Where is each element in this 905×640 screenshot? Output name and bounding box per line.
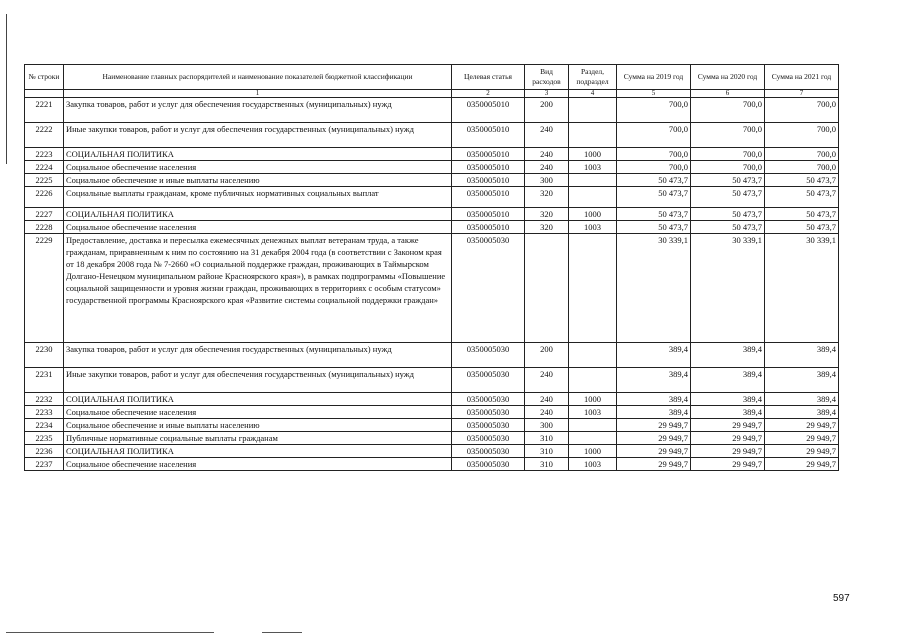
row-name: Социальное обеспечение населения bbox=[64, 458, 452, 471]
row-number: 2226 bbox=[25, 187, 64, 208]
row-number: 2223 bbox=[25, 148, 64, 161]
column-number-blank bbox=[25, 90, 64, 98]
row-target-article: 0350005010 bbox=[452, 187, 525, 208]
row-sum-2020: 700,0 bbox=[691, 123, 765, 148]
row-sum-2019: 389,4 bbox=[617, 368, 691, 393]
row-sum-2019: 50 473,7 bbox=[617, 208, 691, 221]
row-name: Иные закупки товаров, работ и услуг для обеспечения государственных (муниципальных) нужд bbox=[64, 368, 452, 393]
header-row bbox=[25, 65, 839, 90]
column-number: 7 bbox=[765, 90, 839, 98]
row-number: 2233 bbox=[25, 406, 64, 419]
row-target-article: 0350005010 bbox=[452, 161, 525, 174]
table-row bbox=[25, 187, 839, 208]
row-number: 2232 bbox=[25, 393, 64, 406]
row-sum-2019: 700,0 bbox=[617, 161, 691, 174]
row-sum-2021: 30 339,1 bbox=[765, 234, 839, 343]
row-target-article: 0350005030 bbox=[452, 368, 525, 393]
row-target-article: 0350005030 bbox=[452, 393, 525, 406]
row-sum-2019: 50 473,7 bbox=[617, 174, 691, 187]
row-name: Предоставление, доставка и пересылка ежемесячных денежных выплат ветеранам труда, а также гражданам, приравненным к ним по состоянию на 31 декабря 2004 года (в соответствии с Законом края от 18 декабря 2008 года № 7-2660 «О социальной поддержке граждан, проживающих в Таймырском Долгано-Ненецком муниципальном районе Красноярского края»), в рамках подпрограммы «Повышение социальной защищенности и уровня жизни граждан, проживающих в территориях с особым статусом» государственной программы Красноярского края «Развитие системы социальной поддержки граждан» bbox=[64, 234, 452, 343]
row-sum-2020: 29 949,7 bbox=[691, 419, 765, 432]
row-sum-2020: 30 339,1 bbox=[691, 234, 765, 343]
row-sum-2019: 50 473,7 bbox=[617, 187, 691, 208]
row-expense-type: 310 bbox=[525, 458, 569, 471]
row-target-article: 0350005030 bbox=[452, 343, 525, 368]
row-target-article: 0350005010 bbox=[452, 123, 525, 148]
row-sum-2020: 50 473,7 bbox=[691, 208, 765, 221]
row-section: 1000 bbox=[569, 208, 617, 221]
table-row bbox=[25, 234, 839, 343]
footer-rule bbox=[262, 632, 302, 633]
table-row bbox=[25, 343, 839, 368]
left-margin-rule bbox=[6, 14, 7, 164]
table-row bbox=[25, 406, 839, 419]
row-name: СОЦИАЛЬНАЯ ПОЛИТИКА bbox=[64, 148, 452, 161]
row-expense-type: 300 bbox=[525, 419, 569, 432]
row-sum-2021: 700,0 bbox=[765, 161, 839, 174]
row-sum-2020: 29 949,7 bbox=[691, 445, 765, 458]
row-expense-type: 310 bbox=[525, 445, 569, 458]
row-section: 1000 bbox=[569, 148, 617, 161]
header-row-number: № строки bbox=[25, 65, 64, 90]
row-number: 2236 bbox=[25, 445, 64, 458]
table-row bbox=[25, 174, 839, 187]
row-section bbox=[569, 234, 617, 343]
row-expense-type: 320 bbox=[525, 221, 569, 234]
row-target-article: 0350005030 bbox=[452, 458, 525, 471]
row-number: 2222 bbox=[25, 123, 64, 148]
row-target-article: 0350005010 bbox=[452, 174, 525, 187]
row-sum-2021: 29 949,7 bbox=[765, 458, 839, 471]
row-name: СОЦИАЛЬНАЯ ПОЛИТИКА bbox=[64, 208, 452, 221]
row-sum-2021: 700,0 bbox=[765, 98, 839, 123]
row-sum-2021: 389,4 bbox=[765, 368, 839, 393]
page-number: 597 bbox=[833, 593, 850, 604]
row-sum-2021: 700,0 bbox=[765, 123, 839, 148]
row-sum-2020: 29 949,7 bbox=[691, 458, 765, 471]
row-sum-2019: 700,0 bbox=[617, 148, 691, 161]
table-row bbox=[25, 161, 839, 174]
budget-table bbox=[24, 64, 839, 471]
row-section: 1003 bbox=[569, 406, 617, 419]
header-name: Наименование главных распорядителей и наименование показателей бюджетной классификации bbox=[64, 65, 452, 90]
row-expense-type: 200 bbox=[525, 343, 569, 368]
column-number: 3 bbox=[525, 90, 569, 98]
row-sum-2019: 700,0 bbox=[617, 123, 691, 148]
row-section: 1003 bbox=[569, 161, 617, 174]
header-section: Раздел, подраздел bbox=[569, 65, 617, 90]
row-name: Социальное обеспечение и иные выплаты населению bbox=[64, 174, 452, 187]
row-name: Социальное обеспечение населения bbox=[64, 221, 452, 234]
row-target-article: 0350005030 bbox=[452, 419, 525, 432]
row-section: 1003 bbox=[569, 458, 617, 471]
row-number: 2229 bbox=[25, 234, 64, 343]
row-expense-type: 320 bbox=[525, 208, 569, 221]
row-section bbox=[569, 98, 617, 123]
row-sum-2019: 29 949,7 bbox=[617, 432, 691, 445]
row-name: Иные закупки товаров, работ и услуг для обеспечения государственных (муниципальных) нужд bbox=[64, 123, 452, 148]
row-section bbox=[569, 343, 617, 368]
row-number: 2237 bbox=[25, 458, 64, 471]
row-target-article: 0350005010 bbox=[452, 98, 525, 123]
row-sum-2019: 389,4 bbox=[617, 393, 691, 406]
row-sum-2021: 29 949,7 bbox=[765, 445, 839, 458]
row-expense-type: 200 bbox=[525, 98, 569, 123]
column-number: 5 bbox=[617, 90, 691, 98]
row-sum-2020: 50 473,7 bbox=[691, 221, 765, 234]
row-sum-2020: 389,4 bbox=[691, 343, 765, 368]
row-expense-type: 240 bbox=[525, 406, 569, 419]
row-sum-2019: 29 949,7 bbox=[617, 445, 691, 458]
row-name: Социальные выплаты гражданам, кроме публичных нормативных социальных выплат bbox=[64, 187, 452, 208]
table-row bbox=[25, 458, 839, 471]
row-sum-2019: 29 949,7 bbox=[617, 458, 691, 471]
row-sum-2020: 389,4 bbox=[691, 406, 765, 419]
row-section bbox=[569, 368, 617, 393]
row-section: 1000 bbox=[569, 393, 617, 406]
footer-rule bbox=[6, 632, 214, 633]
row-sum-2020: 389,4 bbox=[691, 368, 765, 393]
row-expense-type: 320 bbox=[525, 187, 569, 208]
row-number: 2225 bbox=[25, 174, 64, 187]
row-target-article: 0350005010 bbox=[452, 148, 525, 161]
row-sum-2019: 389,4 bbox=[617, 343, 691, 368]
row-sum-2020: 700,0 bbox=[691, 148, 765, 161]
row-section bbox=[569, 432, 617, 445]
row-sum-2021: 700,0 bbox=[765, 148, 839, 161]
row-target-article: 0350005030 bbox=[452, 445, 525, 458]
row-sum-2020: 700,0 bbox=[691, 161, 765, 174]
row-number: 2234 bbox=[25, 419, 64, 432]
row-expense-type bbox=[525, 234, 569, 343]
header-sum-2021: Сумма на 2021 год bbox=[765, 65, 839, 90]
row-target-article: 0350005030 bbox=[452, 234, 525, 343]
row-name: Социальное обеспечение населения bbox=[64, 161, 452, 174]
table-row bbox=[25, 208, 839, 221]
row-number: 2221 bbox=[25, 98, 64, 123]
table-row bbox=[25, 148, 839, 161]
header-sum-2019: Сумма на 2019 год bbox=[617, 65, 691, 90]
table-row bbox=[25, 221, 839, 234]
row-section: 1000 bbox=[569, 445, 617, 458]
row-expense-type: 240 bbox=[525, 393, 569, 406]
row-sum-2019: 29 949,7 bbox=[617, 419, 691, 432]
row-sum-2021: 29 949,7 bbox=[765, 432, 839, 445]
row-expense-type: 300 bbox=[525, 174, 569, 187]
table-row bbox=[25, 393, 839, 406]
row-number: 2230 bbox=[25, 343, 64, 368]
column-number: 1 bbox=[64, 90, 452, 98]
row-sum-2019: 389,4 bbox=[617, 406, 691, 419]
row-sum-2021: 50 473,7 bbox=[765, 187, 839, 208]
row-sum-2021: 389,4 bbox=[765, 406, 839, 419]
row-number: 2235 bbox=[25, 432, 64, 445]
column-number: 2 bbox=[452, 90, 525, 98]
row-section: 1003 bbox=[569, 221, 617, 234]
row-number: 2228 bbox=[25, 221, 64, 234]
column-number: 4 bbox=[569, 90, 617, 98]
row-number: 2231 bbox=[25, 368, 64, 393]
row-target-article: 0350005030 bbox=[452, 432, 525, 445]
row-sum-2019: 50 473,7 bbox=[617, 221, 691, 234]
table-row bbox=[25, 445, 839, 458]
row-name: СОЦИАЛЬНАЯ ПОЛИТИКА bbox=[64, 445, 452, 458]
row-section bbox=[569, 123, 617, 148]
row-sum-2021: 50 473,7 bbox=[765, 221, 839, 234]
row-sum-2020: 389,4 bbox=[691, 393, 765, 406]
row-sum-2021: 50 473,7 bbox=[765, 174, 839, 187]
row-sum-2021: 389,4 bbox=[765, 393, 839, 406]
column-number-row bbox=[25, 90, 839, 98]
row-target-article: 0350005010 bbox=[452, 221, 525, 234]
row-sum-2020: 50 473,7 bbox=[691, 174, 765, 187]
row-name: Закупка товаров, работ и услуг для обеспечения государственных (муниципальных) нужд bbox=[64, 343, 452, 368]
row-section bbox=[569, 187, 617, 208]
row-section bbox=[569, 174, 617, 187]
row-name: Закупка товаров, работ и услуг для обеспечения государственных (муниципальных) нужд bbox=[64, 98, 452, 123]
row-name: СОЦИАЛЬНАЯ ПОЛИТИКА bbox=[64, 393, 452, 406]
row-expense-type: 240 bbox=[525, 161, 569, 174]
row-sum-2020: 700,0 bbox=[691, 98, 765, 123]
row-sum-2021: 29 949,7 bbox=[765, 419, 839, 432]
header-sum-2020: Сумма на 2020 год bbox=[691, 65, 765, 90]
row-number: 2224 bbox=[25, 161, 64, 174]
row-expense-type: 310 bbox=[525, 432, 569, 445]
row-sum-2020: 50 473,7 bbox=[691, 187, 765, 208]
row-sum-2020: 29 949,7 bbox=[691, 432, 765, 445]
header-expense-type: Вид расходов bbox=[525, 65, 569, 90]
row-name: Публичные нормативные социальные выплаты гражданам bbox=[64, 432, 452, 445]
row-number: 2227 bbox=[25, 208, 64, 221]
header-target-article: Целевая статья bbox=[452, 65, 525, 90]
row-target-article: 0350005030 bbox=[452, 406, 525, 419]
row-sum-2021: 50 473,7 bbox=[765, 208, 839, 221]
column-number: 6 bbox=[691, 90, 765, 98]
row-name: Социальное обеспечение и иные выплаты населению bbox=[64, 419, 452, 432]
row-sum-2019: 700,0 bbox=[617, 98, 691, 123]
table-row bbox=[25, 432, 839, 445]
row-section bbox=[569, 419, 617, 432]
table-row bbox=[25, 368, 839, 393]
row-name: Социальное обеспечение населения bbox=[64, 406, 452, 419]
row-expense-type: 240 bbox=[525, 123, 569, 148]
row-expense-type: 240 bbox=[525, 368, 569, 393]
row-target-article: 0350005010 bbox=[452, 208, 525, 221]
table-row bbox=[25, 98, 839, 123]
row-sum-2019: 30 339,1 bbox=[617, 234, 691, 343]
table-row bbox=[25, 419, 839, 432]
row-sum-2021: 389,4 bbox=[765, 343, 839, 368]
table-row bbox=[25, 123, 839, 148]
row-expense-type: 240 bbox=[525, 148, 569, 161]
